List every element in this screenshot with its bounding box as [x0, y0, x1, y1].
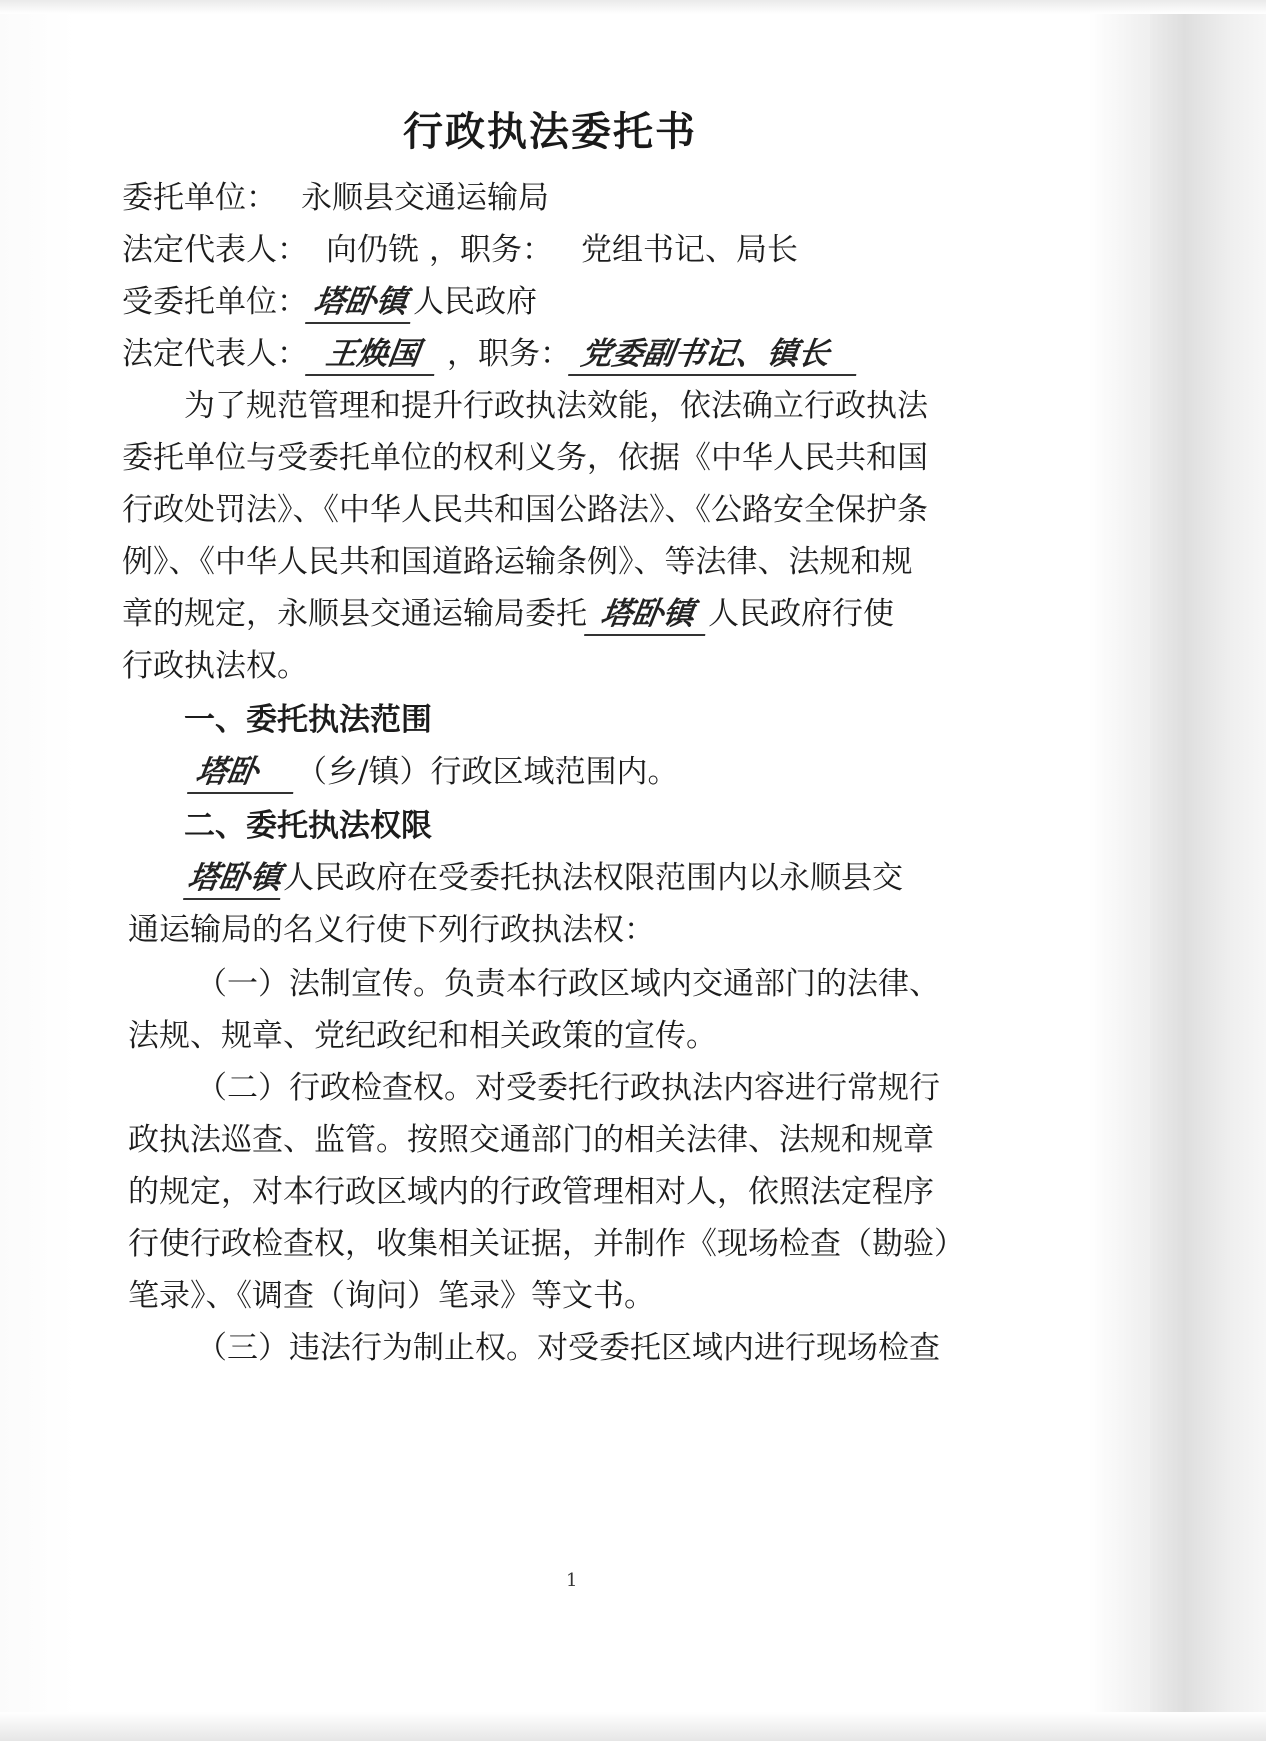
section-2-line-1-text: 人民政府在受委托执法权限范围内以永顺县交 — [283, 860, 903, 896]
item-1-line-2: 法规、规章、党纪政纪和相关政策的宣传。 — [128, 1018, 717, 1054]
intro-line-5-handwritten: 塔卧镇 — [584, 594, 711, 636]
scope-text: （乡/镇）行政区域范围内。 — [296, 754, 679, 790]
scope-handwritten: 塔卧 — [187, 752, 299, 794]
item-2-line-2: 政执法巡查、监管。按照交通部门的相关法律、法规和规章 — [128, 1122, 934, 1158]
entrusted-unit-line — [122, 282, 537, 324]
intro-line-5 — [122, 594, 894, 636]
item-2-line-1: （二）行政检查权。对受委托行政执法内容进行常规行 — [196, 1070, 940, 1106]
legal-rep2-label: 法定代表人： — [122, 336, 308, 372]
intro-line-4: 例》、《中华人民共和国道路运输条例》、等法律、法规和规 — [122, 544, 913, 580]
entrusting-unit-label: 委托单位： — [122, 180, 277, 216]
intro-line-3: 行政处罚法》、《中华人民共和国公路法》、《公路安全保护条 — [122, 492, 928, 528]
intro-line-1: 为了规范管理和提升行政执法效能，依法确立行政执法 — [184, 388, 928, 424]
intro-line-5-prefix: 章的规定，永顺县交通运输局委托 — [122, 596, 587, 632]
intro-line-6: 行政执法权。 — [122, 648, 308, 684]
legal-rep-label: 法定代表人： — [122, 232, 308, 268]
section-2-handwritten: 塔卧镇 — [183, 858, 286, 900]
item-2-line-4: 行使行政检查权，收集相关证据，并制作《现场检查（勘验） — [128, 1226, 965, 1262]
section-1-heading: 一、委托执法范围 — [184, 702, 432, 738]
legal-rep-name: 向仍铣 — [326, 232, 419, 268]
section-2-heading: 二、委托执法权限 — [184, 808, 432, 844]
legal-rep2-position-label: ，职务： — [447, 336, 571, 372]
legal-rep2-position-handwritten: 党委副书记、镇长 — [568, 334, 862, 376]
item-2-line-3: 的规定，对本行政区域内的行政管理相对人，依照法定程序 — [128, 1174, 934, 1210]
legal-rep-position-label: ，职务： — [429, 232, 553, 268]
legal-rep2-line — [122, 334, 859, 376]
entrusted-unit-suffix: 人民政府 — [413, 284, 537, 320]
legal-rep-position: 党组书记、局长 — [581, 232, 798, 268]
item-2-line-5: 笔录》、《调查（询问）笔录》等文书。 — [128, 1278, 655, 1314]
section-2-line-2: 通运输局的名义行使下列行政执法权： — [128, 912, 655, 948]
entrusting-unit-line — [122, 178, 549, 218]
section-1-scope-line — [190, 752, 678, 794]
item-3-line-1: （三）违法行为制止权。对受委托区域内进行现场检查 — [196, 1330, 940, 1366]
entrusting-unit-value: 永顺县交通运输局 — [301, 180, 549, 216]
entrusted-unit-handwritten: 塔卧镇 — [305, 282, 416, 324]
legal-rep-line — [122, 230, 798, 270]
document-title: 行政执法委托书 — [403, 108, 697, 155]
item-1-line-1: （一）法制宣传。负责本行政区域内交通部门的法律、 — [196, 966, 940, 1002]
legal-rep2-name-handwritten: 王焕国 — [305, 334, 440, 376]
intro-line-5-suffix: 人民政府行使 — [708, 596, 894, 632]
section-2-line-1 — [186, 858, 903, 900]
intro-line-2: 委托单位与受委托单位的权利义务，依据《中华人民共和国 — [122, 440, 928, 476]
entrusted-unit-label: 受委托单位： — [122, 284, 308, 320]
page-number: 1 — [566, 1570, 578, 1591]
